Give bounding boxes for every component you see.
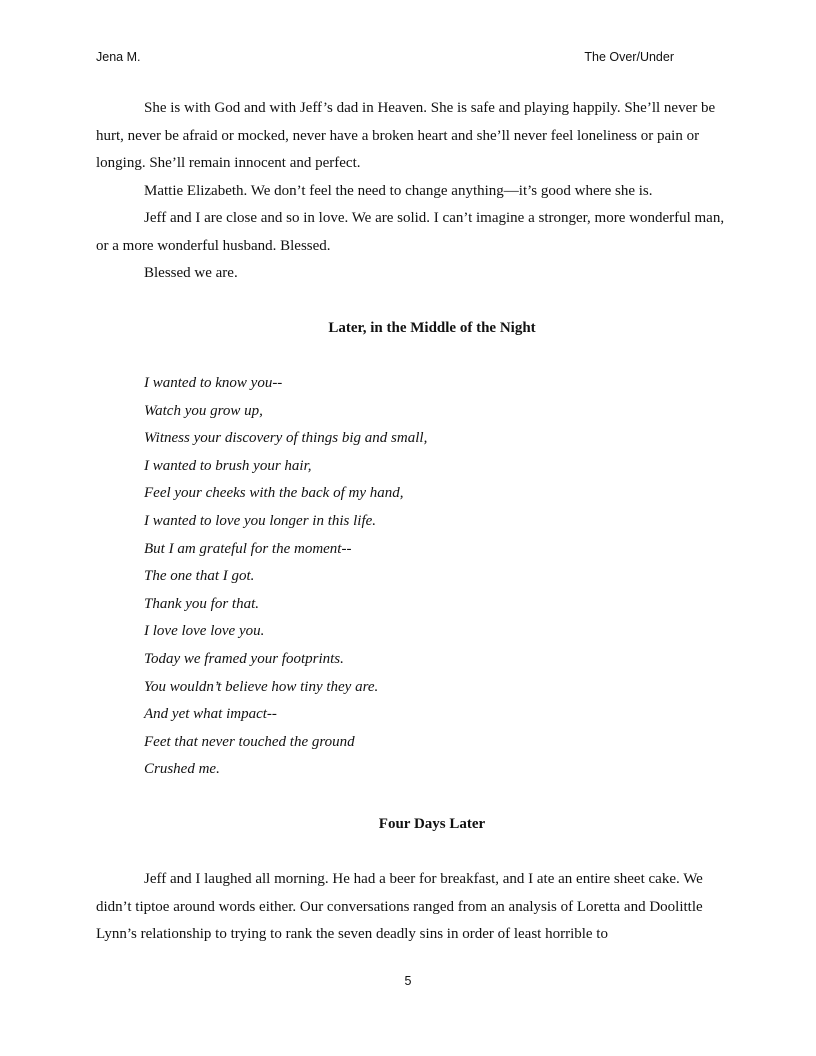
section-heading: Later, in the Middle of the Night bbox=[328, 320, 536, 336]
poem-line: And yet what impact-- bbox=[144, 706, 277, 723]
paragraph: Jeff and I are close and so in love. We are solid. I can’t imagine a stronger, more wonderful man, or a more wonderful husband. Blessed. bbox=[96, 210, 725, 254]
poem-line: The one that I got. bbox=[144, 568, 255, 585]
poem-line: Crushed me. bbox=[144, 761, 220, 778]
paragraph: Blessed we are. bbox=[144, 265, 238, 281]
header-title: The Over/Under bbox=[584, 50, 674, 64]
poem-line: But I am grateful for the moment-- bbox=[144, 540, 352, 557]
poem-line: Thank you for that. bbox=[144, 595, 259, 612]
poem-line: I wanted to know you-- bbox=[144, 375, 283, 391]
poem bbox=[96, 370, 726, 784]
section-heading: Four Days Later bbox=[378, 816, 486, 833]
paragraph: Mattie Elizabeth. We don’t feel the need to change anything—it’s good where she is. bbox=[144, 182, 653, 199]
poem-line: Feel your cheeks with the back of my hand, bbox=[144, 485, 404, 502]
paragraph: She is with God and with Jeff’s dad in Heaven. She is safe and playing happily. She’ll never be hurt, never be afraid or mocked, never have a broken heart and she’ll never feel loneliness or pain or longing. She’ll remain innocent and perfect. bbox=[96, 100, 716, 171]
poem-line: Feet that never touched the ground bbox=[144, 733, 355, 750]
page-header bbox=[96, 50, 674, 68]
poem-line: Watch you grow up, bbox=[144, 402, 263, 419]
poem-line: I wanted to brush your hair, bbox=[144, 457, 312, 474]
poem-line: You wouldn’t believe how tiny they are. bbox=[144, 678, 379, 695]
poem-line: I love love love you. bbox=[144, 623, 265, 640]
poem-line: Today we framed your footprints. bbox=[144, 650, 344, 667]
page-number: 5 bbox=[404, 974, 412, 988]
poem-line: Witness your discovery of things big and small, bbox=[144, 430, 428, 447]
document-body bbox=[96, 95, 726, 949]
paragraph: Jeff and I laughed all morning. He had a beer for breakfast, and I ate an entire sheet cake. We didn’t tiptoe around words either. Our conversations ranged from an analysis of Loretta and Doolittle Lynn’s relationship to trying to rank the seven deadly sins in order of least horrible to bbox=[96, 871, 703, 943]
poem-line: I wanted to love you longer in this life. bbox=[144, 512, 377, 529]
header-author: Jena M. bbox=[96, 50, 141, 64]
